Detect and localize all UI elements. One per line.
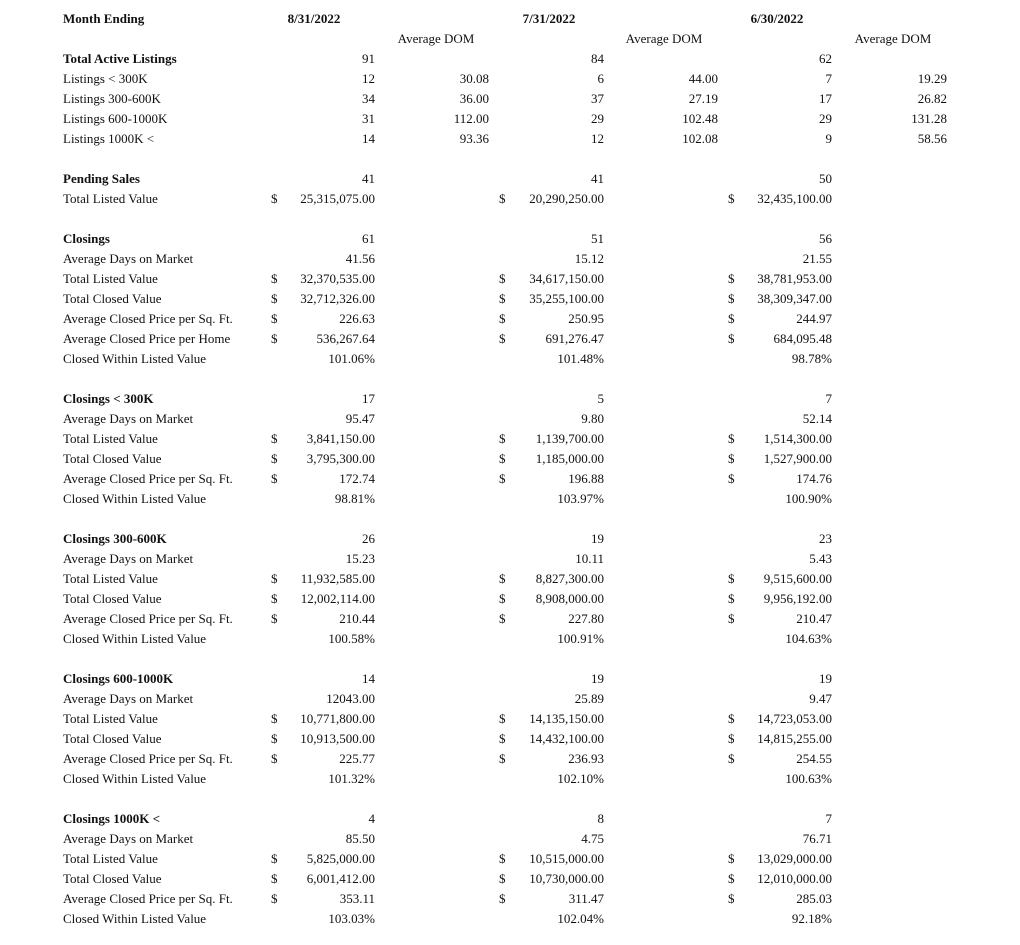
- value-cell: 51: [591, 231, 604, 246]
- row-label: Total Closed Value: [63, 591, 162, 606]
- dollar-sign: $: [499, 311, 506, 326]
- value-cell: 20,290,250.00: [529, 191, 604, 206]
- value-cell: 56: [819, 231, 832, 246]
- row-label: Total Closed Value: [63, 291, 162, 306]
- value-cell: 10,515,000.00: [529, 851, 604, 866]
- value-cell: 85.50: [345, 831, 375, 846]
- row-label: Closed Within Listed Value: [63, 491, 207, 506]
- dollar-sign: $: [728, 431, 735, 446]
- dollar-sign: $: [499, 851, 506, 866]
- value-cell: 9: [825, 131, 832, 146]
- closing-metric-row: [0, 409, 1020, 429]
- avg-dom-cell: 19.29: [917, 71, 947, 86]
- value-cell: 102.04%: [557, 911, 604, 926]
- closing-metric-row: [0, 729, 1020, 749]
- row-label: Total Listed Value: [63, 431, 158, 446]
- section-title: Closings: [63, 231, 110, 246]
- dollar-sign: $: [271, 871, 278, 886]
- value-cell: 92.18%: [791, 911, 832, 926]
- value-cell: 12,010,000.00: [757, 871, 832, 886]
- value-cell: 536,267.64: [316, 331, 375, 346]
- row-label: Average Days on Market: [63, 691, 194, 706]
- value-cell: 7: [825, 811, 832, 826]
- dollar-sign: $: [728, 751, 735, 766]
- section-title: Closings < 300K: [63, 391, 154, 406]
- value-cell: 9.47: [809, 691, 832, 706]
- closing-section-title-row: [0, 669, 1020, 689]
- closing-metric-row: [0, 609, 1020, 629]
- value-cell: 37: [591, 91, 604, 106]
- dollar-sign: $: [728, 611, 735, 626]
- value-cell: 236.93: [568, 751, 604, 766]
- value-cell: 5.43: [809, 551, 832, 566]
- closing-metric-row: [0, 329, 1020, 349]
- value-cell: 19: [591, 671, 604, 686]
- value-cell: 100.91%: [557, 631, 604, 646]
- dollar-sign: $: [499, 611, 506, 626]
- value-cell: 103.03%: [328, 911, 375, 926]
- closing-metric-row: [0, 869, 1020, 889]
- avg-dom-cell: 112.00: [453, 111, 489, 126]
- value-cell: 14,723,053.00: [757, 711, 832, 726]
- value-cell: 196.88: [568, 471, 604, 486]
- value-cell: 100.90%: [785, 491, 832, 506]
- value-cell: 10.11: [575, 551, 604, 566]
- value-cell: 76.71: [802, 831, 832, 846]
- value-cell: 10,771,800.00: [300, 711, 375, 726]
- dollar-sign: $: [499, 191, 506, 206]
- value-cell: 17: [362, 391, 375, 406]
- value-cell: 8: [597, 811, 604, 826]
- dollar-sign: $: [271, 331, 278, 346]
- section-title: Pending Sales: [63, 171, 140, 186]
- dollar-sign: $: [271, 611, 278, 626]
- row-label: Average Days on Market: [63, 411, 194, 426]
- value-cell: 26: [362, 531, 375, 546]
- closing-section-title-row: [0, 389, 1020, 409]
- closing-metric-row: [0, 709, 1020, 729]
- value-cell: 684,095.48: [773, 331, 832, 346]
- value-cell: 4: [368, 811, 375, 826]
- dollar-sign: $: [728, 311, 735, 326]
- value-cell: 50: [819, 171, 832, 186]
- value-cell: 250.95: [568, 311, 604, 326]
- date-col-2: 7/31/2022: [522, 11, 576, 26]
- value-cell: 103.97%: [557, 491, 604, 506]
- dollar-sign: $: [728, 331, 735, 346]
- closing-section-title-row: [0, 529, 1020, 549]
- dollar-sign: $: [728, 731, 735, 746]
- row-label: Average Days on Market: [63, 551, 194, 566]
- value-cell: 172.74: [339, 471, 375, 486]
- avg-dom-cell: 30.08: [459, 71, 489, 86]
- dollar-sign: $: [499, 751, 506, 766]
- value-cell: 3,841,150.00: [306, 431, 375, 446]
- row-label: Average Closed Price per Sq. Ft.: [63, 311, 233, 326]
- dollar-sign: $: [728, 291, 735, 306]
- section-title: Total Active Listings: [63, 51, 177, 66]
- value-cell: 101.48%: [557, 351, 604, 366]
- value-cell: 14,135,150.00: [529, 711, 604, 726]
- dollar-sign: $: [728, 851, 735, 866]
- row-label: Average Closed Price per Sq. Ft.: [63, 751, 233, 766]
- value-cell: 25.89: [574, 691, 604, 706]
- value-cell: 5: [597, 391, 604, 406]
- dollar-sign: $: [728, 571, 735, 586]
- value-cell: 12: [362, 71, 375, 86]
- value-cell: 3,795,300.00: [306, 451, 375, 466]
- value-cell: 8,827,300.00: [535, 571, 604, 586]
- value-cell: 10,730,000.00: [529, 871, 604, 886]
- dollar-sign: $: [271, 431, 278, 446]
- dollar-sign: $: [271, 731, 278, 746]
- value-cell: 14,432,100.00: [529, 731, 604, 746]
- value-cell: 41: [591, 171, 604, 186]
- value-cell: 13,029,000.00: [757, 851, 832, 866]
- row-label: Listings 600-1000K: [63, 111, 168, 126]
- avg-dom-cell: 58.56: [917, 131, 947, 146]
- avg-dom-cell: 131.28: [911, 111, 947, 126]
- closing-metric-row: [0, 629, 1020, 649]
- row-label: Listings 1000K <: [63, 131, 155, 146]
- dollar-sign: $: [499, 571, 506, 586]
- dollar-sign: $: [499, 431, 506, 446]
- value-cell: 91: [362, 51, 375, 66]
- dollar-sign: $: [271, 891, 278, 906]
- dollar-sign: $: [499, 871, 506, 886]
- value-cell: 8,908,000.00: [535, 591, 604, 606]
- avg-dom-label-3: Average DOM: [854, 31, 932, 46]
- value-cell: 691,276.47: [545, 331, 604, 346]
- dollar-sign: $: [499, 331, 506, 346]
- avg-dom-cell: 102.08: [682, 131, 718, 146]
- value-cell: 1,185,000.00: [535, 451, 604, 466]
- value-cell: 17: [819, 91, 832, 106]
- value-cell: 98.81%: [334, 491, 375, 506]
- closing-metric-row: [0, 489, 1020, 509]
- row-label: Total Closed Value: [63, 871, 162, 886]
- section-title: Closings 1000K <: [63, 811, 160, 826]
- dollar-sign: $: [271, 851, 278, 866]
- active-row: [0, 129, 1020, 149]
- value-cell: 100.58%: [328, 631, 375, 646]
- value-cell: 9,956,192.00: [763, 591, 832, 606]
- avg-dom-cell: 93.36: [459, 131, 489, 146]
- value-cell: 226.63: [339, 311, 375, 326]
- dollar-sign: $: [499, 891, 506, 906]
- value-cell: 12: [591, 131, 604, 146]
- value-cell: 14: [362, 671, 375, 686]
- row-label: Closed Within Listed Value: [63, 771, 207, 786]
- value-cell: 174.76: [796, 471, 832, 486]
- value-cell: 12043.00: [326, 691, 375, 706]
- closing-metric-row: [0, 469, 1020, 489]
- value-cell: 104.63%: [785, 631, 832, 646]
- dollar-sign: $: [728, 471, 735, 486]
- dollar-sign: $: [271, 471, 278, 486]
- value-cell: 101.32%: [328, 771, 375, 786]
- row-label: Total Closed Value: [63, 731, 162, 746]
- dollar-sign: $: [499, 271, 506, 286]
- dollar-sign: $: [499, 291, 506, 306]
- row-label: Closed Within Listed Value: [63, 911, 207, 926]
- row-label: Average Days on Market: [63, 251, 194, 266]
- value-cell: 10,913,500.00: [300, 731, 375, 746]
- value-cell: 52.14: [802, 411, 832, 426]
- value-cell: 1,514,300.00: [763, 431, 832, 446]
- value-cell: 100.63%: [785, 771, 832, 786]
- value-cell: 41.56: [345, 251, 375, 266]
- active-title-row: [0, 49, 1020, 69]
- closing-metric-row: [0, 749, 1020, 769]
- value-cell: 14: [362, 131, 375, 146]
- closing-metric-row: [0, 309, 1020, 329]
- month-ending-label: Month Ending: [63, 11, 145, 26]
- dollar-sign: $: [728, 451, 735, 466]
- dollar-sign: $: [271, 571, 278, 586]
- closing-metric-row: [0, 769, 1020, 789]
- row-label: Average Closed Price per Sq. Ft.: [63, 611, 233, 626]
- value-cell: 7: [825, 391, 832, 406]
- row-label: Listings < 300K: [63, 71, 148, 86]
- active-row: [0, 69, 1020, 89]
- value-cell: 1,527,900.00: [763, 451, 832, 466]
- pending-title-row: [0, 169, 1020, 189]
- dollar-sign: $: [499, 451, 506, 466]
- closing-metric-row: [0, 269, 1020, 289]
- active-row: [0, 109, 1020, 129]
- value-cell: 38,309,347.00: [757, 291, 832, 306]
- closing-section-title-row: [0, 809, 1020, 829]
- dollar-sign: $: [271, 451, 278, 466]
- value-cell: 102.10%: [557, 771, 604, 786]
- dollar-sign: $: [271, 291, 278, 306]
- value-cell: 1,139,700.00: [535, 431, 604, 446]
- value-cell: 4.75: [581, 831, 604, 846]
- value-cell: 9.80: [581, 411, 604, 426]
- value-cell: 285.03: [796, 891, 832, 906]
- value-cell: 84: [591, 51, 604, 66]
- row-label: Average Days on Market: [63, 831, 194, 846]
- value-cell: 31: [362, 111, 375, 126]
- value-cell: 34: [362, 91, 375, 106]
- value-cell: 34,617,150.00: [529, 271, 604, 286]
- closing-metric-row: [0, 689, 1020, 709]
- value-cell: 25,315,075.00: [300, 191, 375, 206]
- value-cell: 12,002,114.00: [300, 591, 375, 606]
- row-label: Closed Within Listed Value: [63, 631, 207, 646]
- value-cell: 19: [591, 531, 604, 546]
- value-cell: 95.47: [345, 411, 375, 426]
- value-cell: 6,001,412.00: [306, 871, 375, 886]
- row-label: Total Listed Value: [63, 271, 158, 286]
- row-label: Listings 300-600K: [63, 91, 161, 106]
- value-cell: 15.12: [574, 251, 604, 266]
- row-label: Total Listed Value: [63, 191, 158, 206]
- value-cell: 23: [819, 531, 832, 546]
- closing-metric-row: [0, 429, 1020, 449]
- pending-row: [0, 189, 1020, 209]
- value-cell: 6: [597, 71, 604, 86]
- dollar-sign: $: [728, 191, 735, 206]
- row-label: Average Closed Price per Home: [63, 331, 231, 346]
- value-cell: 41: [362, 171, 375, 186]
- row-label: Total Listed Value: [63, 851, 158, 866]
- value-cell: 19: [819, 671, 832, 686]
- value-cell: 15.23: [345, 551, 375, 566]
- value-cell: 9,515,600.00: [763, 571, 832, 586]
- dollar-sign: $: [728, 871, 735, 886]
- value-cell: 35,255,100.00: [529, 291, 604, 306]
- value-cell: 225.77: [339, 751, 375, 766]
- dollar-sign: $: [271, 711, 278, 726]
- value-cell: 353.11: [339, 891, 375, 906]
- row-label: Average Closed Price per Sq. Ft.: [63, 891, 233, 906]
- dollar-sign: $: [499, 471, 506, 486]
- dollar-sign: $: [499, 711, 506, 726]
- value-cell: 5,825,000.00: [306, 851, 375, 866]
- active-row: [0, 89, 1020, 109]
- header-row: [0, 9, 1020, 29]
- value-cell: 21.55: [802, 251, 832, 266]
- dollar-sign: $: [728, 271, 735, 286]
- dollar-sign: $: [728, 591, 735, 606]
- avg-dom-cell: 102.48: [682, 111, 718, 126]
- dollar-sign: $: [728, 711, 735, 726]
- closing-metric-row: [0, 549, 1020, 569]
- dollar-sign: $: [499, 591, 506, 606]
- value-cell: 62: [819, 51, 832, 66]
- value-cell: 14,815,255.00: [757, 731, 832, 746]
- value-cell: 210.44: [339, 611, 375, 626]
- value-cell: 29: [591, 111, 604, 126]
- avg-dom-cell: 27.19: [688, 91, 718, 106]
- date-col-3: 6/30/2022: [750, 11, 804, 26]
- row-label: Closed Within Listed Value: [63, 351, 207, 366]
- closing-metric-row: [0, 249, 1020, 269]
- row-label: Total Listed Value: [63, 711, 158, 726]
- avg-dom-label-1: Average DOM: [397, 31, 475, 46]
- dollar-sign: $: [271, 191, 278, 206]
- closing-metric-row: [0, 449, 1020, 469]
- value-cell: 227.80: [568, 611, 604, 626]
- avg-dom-header-row: [0, 29, 1020, 49]
- dollar-sign: $: [271, 591, 278, 606]
- avg-dom-label-2: Average DOM: [625, 31, 703, 46]
- value-cell: 101.06%: [328, 351, 375, 366]
- dollar-sign: $: [271, 751, 278, 766]
- value-cell: 244.97: [796, 311, 832, 326]
- closing-section-title-row: [0, 229, 1020, 249]
- avg-dom-cell: 36.00: [459, 91, 489, 106]
- value-cell: 32,435,100.00: [757, 191, 832, 206]
- avg-dom-cell: 26.82: [917, 91, 947, 106]
- dollar-sign: $: [728, 891, 735, 906]
- row-label: Average Closed Price per Sq. Ft.: [63, 471, 233, 486]
- section-title: Closings 600-1000K: [63, 671, 174, 686]
- row-label: Total Closed Value: [63, 451, 162, 466]
- closing-metric-row: [0, 909, 1020, 929]
- value-cell: 311.47: [568, 891, 604, 906]
- closing-metric-row: [0, 889, 1020, 909]
- value-cell: 210.47: [796, 611, 832, 626]
- value-cell: 29: [819, 111, 832, 126]
- value-cell: 98.78%: [791, 351, 832, 366]
- closing-metric-row: [0, 589, 1020, 609]
- value-cell: 32,370,535.00: [300, 271, 375, 286]
- avg-dom-cell: 44.00: [688, 71, 718, 86]
- value-cell: 38,781,953.00: [757, 271, 832, 286]
- closing-metric-row: [0, 289, 1020, 309]
- closing-metric-row: [0, 849, 1020, 869]
- row-label: Total Listed Value: [63, 571, 158, 586]
- value-cell: 32,712,326.00: [300, 291, 375, 306]
- closing-metric-row: [0, 829, 1020, 849]
- closing-metric-row: [0, 569, 1020, 589]
- value-cell: 254.55: [796, 751, 832, 766]
- section-title: Closings 300-600K: [63, 531, 167, 546]
- value-cell: 7: [825, 71, 832, 86]
- dollar-sign: $: [271, 271, 278, 286]
- value-cell: 11,932,585.00: [300, 571, 375, 586]
- value-cell: 61: [362, 231, 375, 246]
- closing-metric-row: [0, 349, 1020, 369]
- date-col-1: 8/31/2022: [287, 11, 341, 26]
- dollar-sign: $: [499, 731, 506, 746]
- dollar-sign: $: [271, 311, 278, 326]
